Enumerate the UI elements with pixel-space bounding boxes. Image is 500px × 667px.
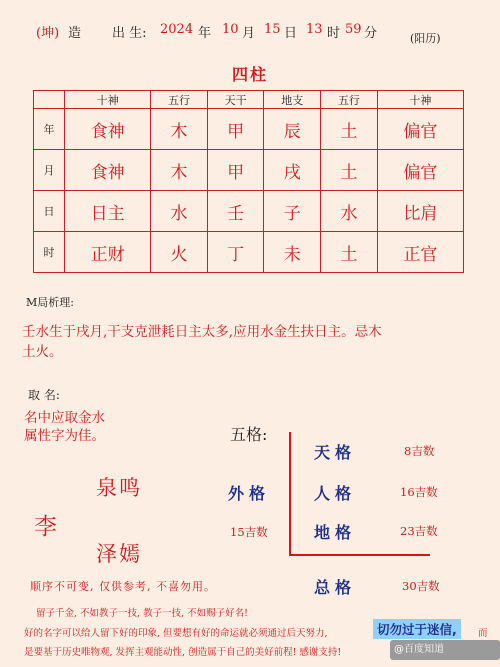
column-header: 十神	[65, 91, 151, 109]
column-header: 十神	[377, 91, 463, 109]
column-header: 五行	[321, 91, 378, 109]
row-label-hour: 时	[34, 232, 65, 273]
table-cell: 子	[264, 191, 321, 232]
naming-note-2: 属性字为佳。	[24, 428, 105, 444]
row-label-year: 年	[34, 109, 65, 150]
analysis-line-2: 土火。	[22, 344, 63, 360]
table-row	[34, 232, 464, 273]
table-cell: 戌	[264, 150, 321, 191]
calendar-type: (阳历)	[410, 32, 441, 45]
wuge-horizontal-line	[289, 554, 430, 556]
naming-disclaimer: 顺序不可变, 仅供参考, 不喜勿用。	[30, 580, 216, 593]
wai-ge-label: 外格	[228, 484, 271, 503]
naming-note-1: 名中应取金水	[24, 410, 105, 426]
table-cell: 正官	[377, 232, 463, 273]
table-cell: 比肩	[377, 191, 463, 232]
day-unit: 日	[284, 26, 298, 41]
table-cell: 甲	[207, 109, 264, 150]
row-label-month: 月	[34, 150, 65, 191]
table-cell: 水	[321, 191, 378, 232]
given-name-1: 泉鸣	[96, 476, 142, 500]
birth-year: 2024	[160, 22, 194, 37]
birth-hour: 13	[306, 22, 323, 37]
birth-month: 10	[222, 22, 239, 37]
year-unit: 年	[198, 26, 212, 41]
zong-ge-score: 30吉数	[402, 579, 440, 593]
birth-label: 出 生:	[112, 26, 147, 41]
gender-label: (坤)	[36, 26, 60, 41]
footer-line-2: 好的名字可以给人留下好的印象, 但要想有好的命运就必须通过后天努力,	[24, 628, 328, 639]
zao-label: 造	[68, 26, 82, 41]
table-cell: 木	[151, 109, 208, 150]
table-cell: 壬	[207, 191, 264, 232]
minute-unit: 分	[364, 26, 378, 41]
table-cell: 木	[151, 150, 208, 191]
birth-minute: 59	[345, 22, 362, 37]
corner-cell	[34, 91, 65, 109]
table-cell: 丁	[207, 232, 264, 273]
analysis-line-1: 壬水生于戌月,干支克泄耗日主太多,应用水金生扶日主。忌木	[22, 324, 382, 340]
table-cell: 正财	[65, 232, 151, 273]
di-ge-label: 地格	[314, 523, 357, 542]
table-cell: 未	[264, 232, 321, 273]
column-header: 天干	[207, 91, 264, 109]
footer-line-1: 留子千金, 不如教子一技, 教子一技, 不如赐子好名!	[36, 608, 248, 619]
table-row	[34, 150, 464, 191]
page-title: 四柱	[231, 65, 268, 84]
given-name-2: 泽嫣	[96, 542, 142, 566]
analysis-label: M局析理:	[26, 296, 74, 309]
table-row	[34, 109, 464, 150]
column-header: 地支	[264, 91, 321, 109]
tian-ge-score: 8吉数	[404, 444, 435, 458]
table-cell: 偏官	[377, 150, 463, 191]
highlight-warning: 切勿过于迷信,	[373, 619, 461, 639]
zong-ge-label: 总格	[314, 578, 357, 597]
table-header-row	[34, 91, 464, 109]
ren-ge-label: 人格	[314, 484, 357, 503]
column-header: 五行	[151, 91, 208, 109]
footer-line-2-end: 而	[478, 628, 488, 639]
ren-ge-score: 16吉数	[400, 485, 438, 499]
naming-label: 取 名:	[28, 388, 60, 402]
table-cell: 日主	[65, 191, 151, 232]
wuge-vertical-line	[289, 432, 291, 556]
watermark-badge: @百度知道	[390, 640, 500, 660]
table-cell: 甲	[207, 150, 264, 191]
table-cell: 水	[151, 191, 208, 232]
table-cell: 食神	[65, 109, 151, 150]
table-cell: 土	[321, 150, 378, 191]
table-cell: 土	[321, 109, 378, 150]
wai-ge-score: 15吉数	[230, 525, 268, 539]
surname: 李	[34, 514, 59, 540]
table-cell: 火	[151, 232, 208, 273]
birth-day: 15	[264, 22, 281, 37]
hour-unit: 时	[327, 26, 341, 41]
table-cell: 食神	[65, 150, 151, 191]
table-cell: 土	[321, 232, 378, 273]
table-cell: 辰	[264, 109, 321, 150]
row-label-day: 日	[34, 191, 65, 232]
wuge-title: 五格:	[230, 425, 268, 444]
month-unit: 月	[242, 26, 256, 41]
di-ge-score: 23吉数	[400, 524, 438, 538]
four-pillars-table	[33, 90, 464, 273]
tian-ge-label: 天格	[314, 443, 357, 462]
table-cell: 偏官	[377, 109, 463, 150]
table-row	[34, 191, 464, 232]
footer-line-3: 是要基于历史唯物观, 发挥主观能动性, 创造属于自己的美好前程! 感谢支持!	[24, 647, 342, 658]
